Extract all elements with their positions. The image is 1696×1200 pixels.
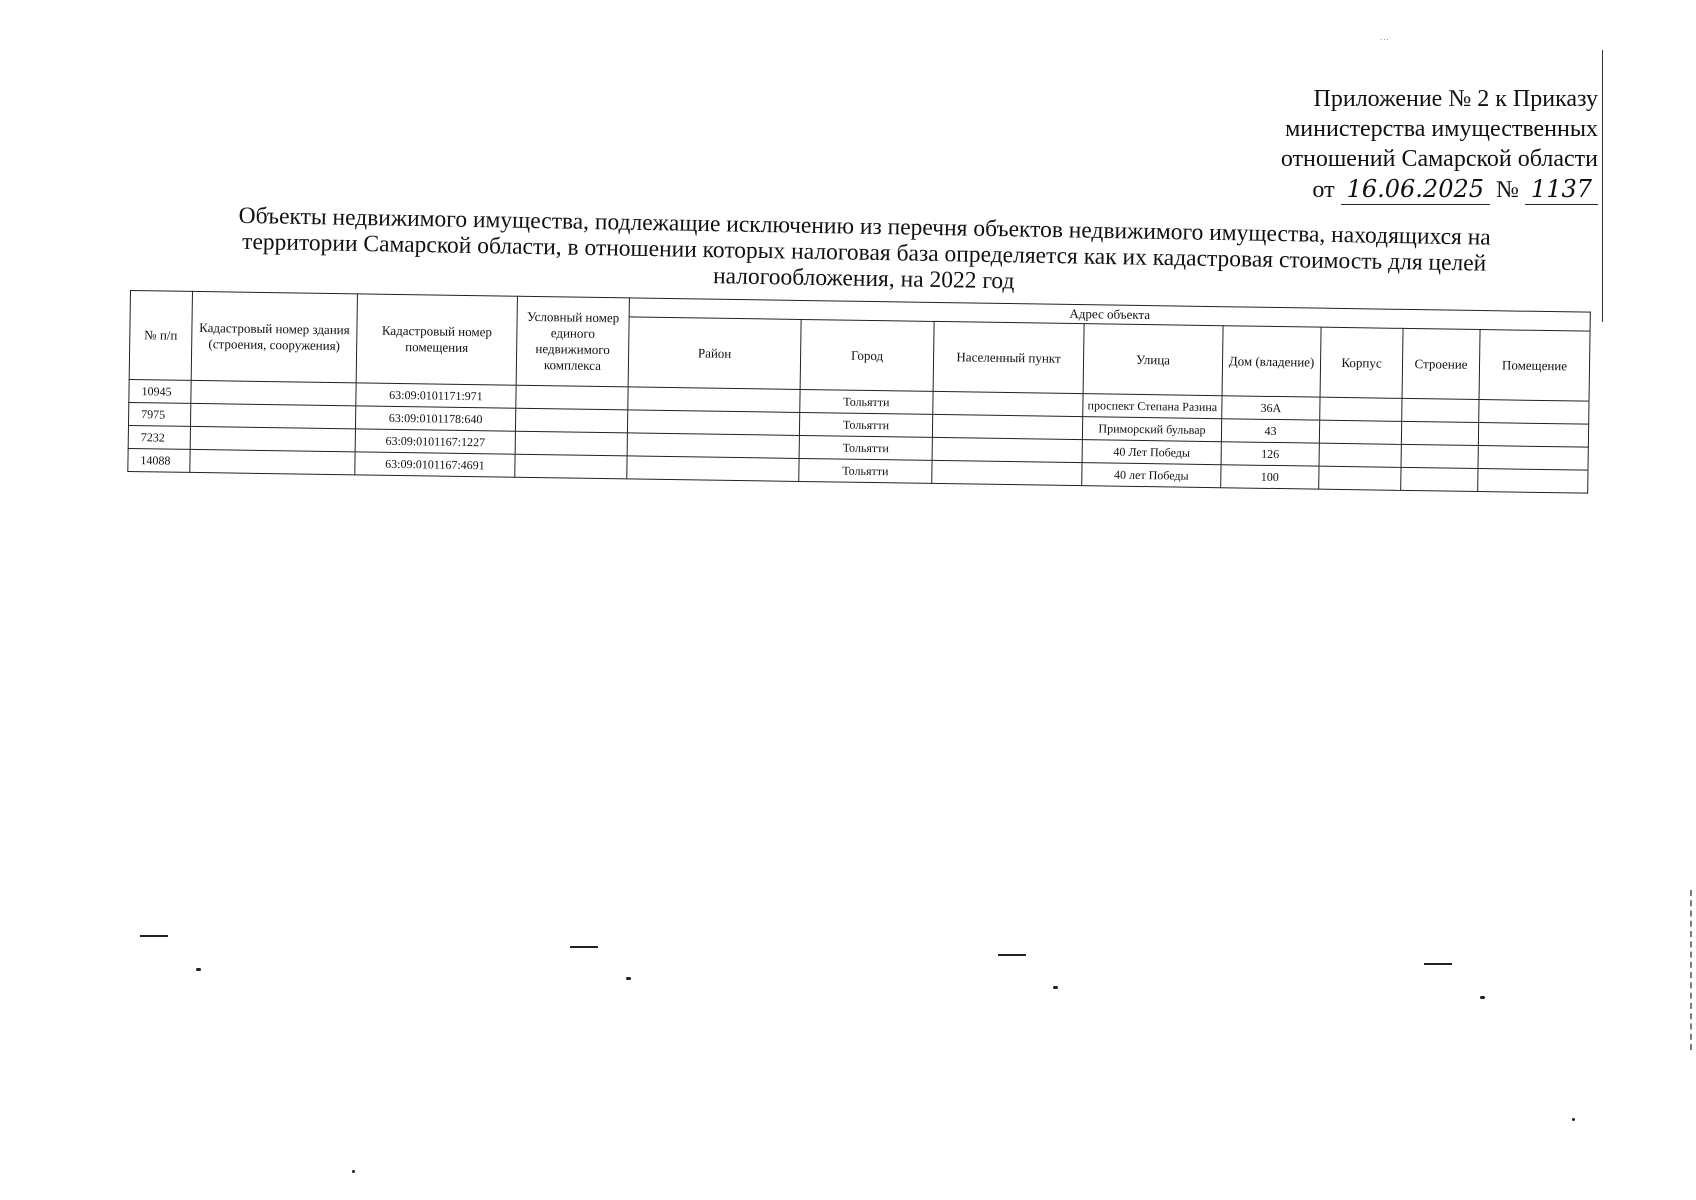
cell-building [1401,444,1478,468]
cell-room-cadastral: 63:09:0101178:640 [355,406,515,431]
header-district: Район [628,317,801,390]
scan-dash [570,946,598,948]
cell-district [627,456,799,482]
cell-house: 126 [1221,442,1319,466]
cell-house: 36А [1222,396,1320,420]
cell-korpus [1319,443,1401,467]
appendix-line-3: отношений Самарской области [1280,146,1598,172]
cell-street: проспект Степана Разина [1083,394,1222,419]
appendix-block [1281,84,1598,205]
cell-room-cadastral: 63:09:0101167:1227 [355,429,515,454]
header-room: Помещение [1479,330,1590,402]
cell-num: 10945 [129,379,191,403]
appendix-date-line [1281,174,1598,205]
header-street: Улица [1083,324,1223,396]
header-complex-number: Условный номер единого недвижимого комплекса [516,296,629,387]
cell-settlement [932,414,1082,439]
scan-dot [196,968,201,971]
order-number: 1137 [1525,174,1598,205]
cell-complex-number [515,454,627,479]
scan-dot [1480,996,1485,999]
cell-house: 43 [1221,419,1319,443]
scan-dash [998,954,1026,956]
header-house: Дом (владение) [1222,326,1321,397]
cell-building-cadastral [190,403,355,428]
cell-room [1478,469,1588,494]
cell-settlement [932,437,1082,462]
cell-room-cadastral: 63:09:0101167:4691 [355,452,515,477]
cell-num: 7975 [128,402,190,426]
order-date: 16.06.2025 [1341,174,1490,205]
cell-street: 40 Лет Победы [1082,440,1221,465]
cell-street: 40 лет Победы [1082,463,1221,488]
cell-complex-number [516,385,628,410]
header-num: № п/п [129,291,192,381]
cell-district [628,387,800,413]
scan-header-noise: ... [1380,34,1390,42]
cell-settlement [933,391,1083,416]
cell-building-cadastral [190,426,355,451]
cell-building [1401,421,1478,445]
date-prefix: от [1312,177,1335,203]
header-room-cadastral: Кадастровый номер помещения [356,294,517,385]
cell-complex-number [515,431,627,456]
scan-dot [626,977,631,980]
cell-room-cadastral: 63:09:0101171:971 [356,383,516,408]
cell-street: Приморский бульвар [1082,417,1221,442]
cell-city: Тольятти [799,412,932,437]
header-building-cadastral: Кадастровый номер здания (строения, сооружения) [191,291,357,382]
scan-dot [352,1170,355,1173]
objects-table [127,290,1591,494]
cell-korpus [1320,397,1402,421]
cell-num: 7232 [128,425,190,449]
cell-room [1478,423,1588,448]
cell-building [1401,467,1478,491]
header-settlement: Населенный пункт [933,321,1084,393]
cell-city: Тольятти [800,389,933,414]
cell-building-cadastral [191,380,356,405]
scan-dash [1424,963,1452,965]
objects-table-wrapper [127,290,1590,494]
header-building: Строение [1402,328,1480,399]
scan-edge-marks [1690,890,1696,1050]
page-edge-rule [1602,50,1603,322]
cell-num: 14088 [128,448,190,472]
cell-city: Тольятти [799,458,932,483]
scan-dash [140,935,168,937]
cell-korpus [1319,466,1401,490]
scan-dot [1572,1118,1575,1121]
appendix-line-2: министерства имущественных [1285,116,1598,142]
appendix-line-1: Приложение № 2 к Приказу [1313,86,1598,112]
header-address-group: Адрес объекта [629,298,1590,331]
scan-dot [1053,986,1058,989]
cell-district [627,410,799,436]
document-title: Объекты недвижимого имущества, подлежащие исключению из перечня объектов недвижимого имущества, находящихся на территории Самарской области, в отношении которых налоговая база определяется как их кадастровая стоимость для целей налогообложения, на 2022 год [238,202,1491,295]
cell-room [1478,446,1588,471]
cell-complex-number [515,408,627,433]
cell-city: Тольятти [799,435,932,460]
cell-house: 100 [1221,465,1319,489]
cell-district [627,433,799,459]
number-prefix: № [1496,177,1519,203]
cell-settlement [932,460,1082,485]
header-korpus: Корпус [1320,327,1403,398]
cell-korpus [1319,420,1401,444]
cell-building-cadastral [190,449,355,474]
cell-room [1479,400,1589,425]
header-city: Город [800,319,934,391]
cell-building [1402,398,1479,422]
